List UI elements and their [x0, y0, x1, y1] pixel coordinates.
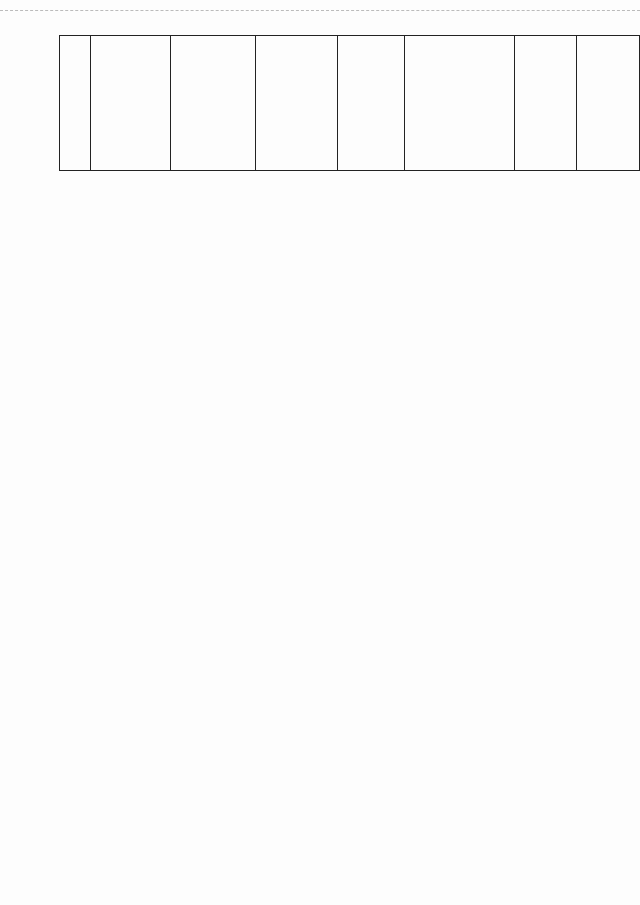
cell-ref-a [60, 36, 91, 171]
cell-ref-d [256, 36, 338, 171]
page-edge-line [0, 10, 640, 11]
cell-ref-h [577, 36, 640, 171]
page-number [310, 438, 330, 458]
cell-ref-b [91, 36, 171, 171]
cell-ref-g [514, 36, 577, 171]
cell-ref-f [405, 36, 514, 171]
cell-ref-c [171, 36, 256, 171]
document-table [59, 35, 640, 171]
cell-ref-e [338, 36, 405, 171]
